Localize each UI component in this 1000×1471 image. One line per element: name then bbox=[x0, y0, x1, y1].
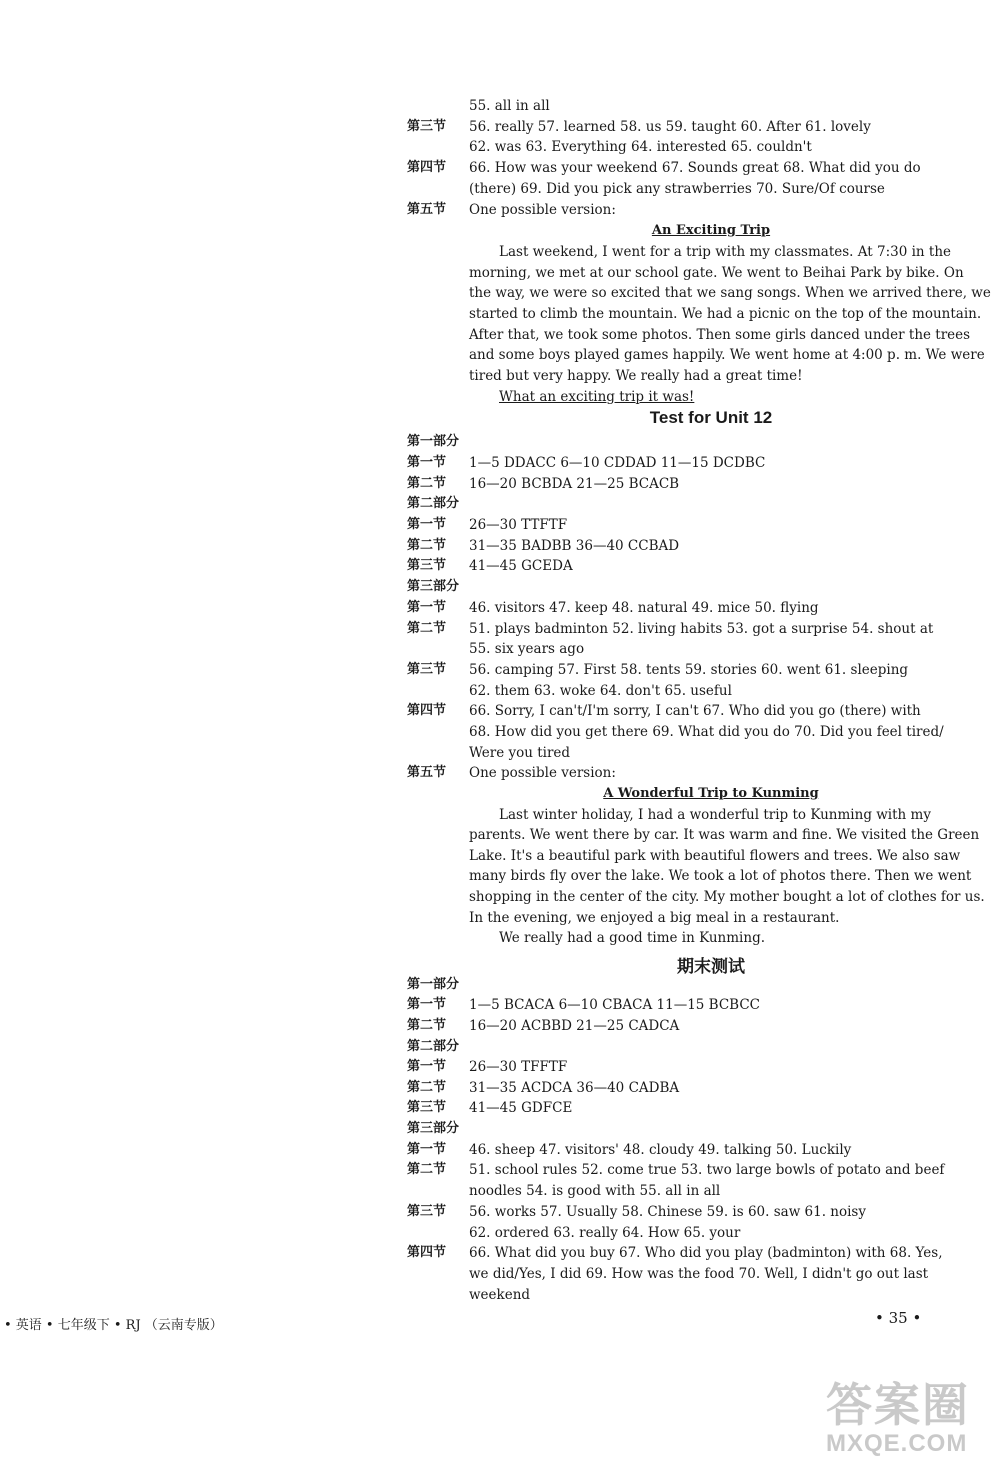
page-number: • 35 • bbox=[875, 1309, 922, 1327]
essay1-line-6: and some boys played games happily. We went home at 4:00 p. m. We were bbox=[469, 347, 985, 363]
unit12-row: 68. How did you get there 69. What did you do 70. Did you feel tired/ bbox=[469, 724, 944, 740]
unit12-row: 26—30 TTFTF bbox=[469, 517, 568, 533]
essay2-line-1: Last winter holiday, I had a wonderful trip to Kunming with my bbox=[499, 807, 931, 823]
part-label: 第一部分 bbox=[407, 434, 460, 449]
unit12-row: 62. them 63. woke 64. don't 65. useful bbox=[469, 683, 732, 699]
watermark-url: MXQE.COM bbox=[826, 1430, 968, 1457]
essay2-title: A Wonderful Trip to Kunming bbox=[603, 786, 819, 801]
final-row: weekend bbox=[469, 1287, 531, 1303]
final-row: 66. What did you buy 67. Who did you play (badminton) with 68. Yes, bbox=[469, 1245, 943, 1261]
essay1-line-1: Last weekend, I went for a trip with my classmates. At 7:30 in the bbox=[499, 244, 952, 260]
section-label: 第二节 bbox=[407, 1080, 447, 1095]
section-label: 第五节 bbox=[407, 765, 447, 780]
section-label: 第一节 bbox=[407, 600, 447, 615]
section-label: 第二节 bbox=[407, 1162, 447, 1177]
part-label: 第三部分 bbox=[407, 579, 460, 594]
essay1-line-8: What an exciting trip it was! bbox=[499, 389, 695, 405]
footer-subject: • 英语 • 七年级下 • RJ （云南专版） bbox=[4, 1318, 223, 1333]
section-label: 第一节 bbox=[407, 517, 447, 532]
section-label: 第三节 bbox=[407, 1100, 447, 1115]
unit12-row: 16—20 BCBDA 21—25 BCACB bbox=[469, 476, 680, 492]
essay1-line-2: morning, we met at our school gate. We went to Beihai Park by bike. On bbox=[469, 265, 964, 281]
section-label: 第一节 bbox=[407, 997, 447, 1012]
unit12-title: Test for Unit 12 bbox=[649, 408, 773, 427]
unit12-row: 41—45 GCEDA bbox=[469, 558, 573, 574]
part-label: 第一部分 bbox=[407, 977, 460, 992]
section-label: 第二节 bbox=[407, 538, 447, 553]
section-label: 第二节 bbox=[407, 621, 447, 636]
unit12-row: 46. visitors 47. keep 48. natural 49. mice 50. flying bbox=[469, 600, 819, 616]
final-row: 31—35 ACDCA 36—40 CADBA bbox=[469, 1080, 680, 1096]
section-label: 第四节 bbox=[407, 160, 447, 175]
unit12-row: 66. Sorry, I can't/I'm sorry, I can't 67. Who did you go (there) with bbox=[469, 703, 921, 719]
unit11-cont-5: (there) 69. Did you pick any strawberries 70. Sure/Of course bbox=[469, 181, 885, 197]
final-row: 46. sheep 47. visitors' 48. cloudy 49. talking 50. Luckily bbox=[469, 1142, 852, 1158]
unit11-cont-3: 62. was 63. Everything 64. interested 65. couldn't bbox=[469, 139, 812, 155]
unit11-cont-1: 55. all in all bbox=[469, 98, 550, 114]
section-label: 第一节 bbox=[407, 455, 447, 470]
final-row: 41—45 GDFCE bbox=[469, 1100, 573, 1116]
section-label: 第一节 bbox=[407, 1142, 447, 1157]
essay2-line-6: In the evening, we enjoyed a big meal in a restaurant. bbox=[469, 910, 840, 926]
unit11-cont-4: 66. How was your weekend 67. Sounds great 68. What did you do bbox=[469, 160, 921, 176]
section-label: 第三节 bbox=[407, 119, 447, 134]
section-label: 第四节 bbox=[407, 703, 447, 718]
essay1-title: An Exciting Trip bbox=[651, 223, 771, 238]
unit12-row: Were you tired bbox=[469, 745, 571, 761]
part-label: 第二部分 bbox=[407, 1039, 460, 1054]
unit12-row: 51. plays badminton 52. living habits 53. got a surprise 54. shout at bbox=[469, 621, 934, 637]
final-row: 51. school rules 52. come true 53. two large bowls of potato and beef bbox=[469, 1162, 945, 1178]
section-label: 第二节 bbox=[407, 1018, 447, 1033]
essay2-line-7: We really had a good time in Kunming. bbox=[499, 930, 765, 946]
section-label: 第三节 bbox=[407, 558, 447, 573]
watermark-logo: 答案圈 bbox=[826, 1379, 970, 1431]
final-row: 26—30 TFFTF bbox=[469, 1059, 568, 1075]
essay1-line-4: started to climb the mountain. We had a picnic on the top of the mountain. bbox=[469, 306, 982, 322]
final-row: 56. works 57. Usually 58. Chinese 59. is 60. saw 61. noisy bbox=[469, 1204, 866, 1220]
unit12-row: One possible version: bbox=[469, 765, 616, 781]
essay2-line-5: shopping in the center of the city. My mother bought a lot of clothes for us. bbox=[469, 889, 985, 905]
essay2-line-4: many birds fly over the lake. We took a lot of photos there. Then we went bbox=[469, 868, 972, 884]
section-label: 第三节 bbox=[407, 1204, 447, 1219]
essay1-line-5: After that, we took some photos. Then some girls danced under the trees bbox=[469, 327, 971, 343]
essay2-line-3: Lake. It's a beautiful park with beautiful flowers and trees. We also saw bbox=[469, 848, 961, 864]
unit12-row: 55. six years ago bbox=[469, 641, 585, 657]
essay1-line-3: the way, we were so excited that we sang songs. When we arrived there, we bbox=[469, 285, 991, 301]
section-label: 第四节 bbox=[407, 1245, 447, 1260]
unit12-row: 1—5 DDACC 6—10 CDDAD 11—15 DCDBC bbox=[469, 455, 766, 471]
section-label: 第一节 bbox=[407, 1059, 447, 1074]
final-row: we did/Yes, I did 69. How was the food 70. Well, I didn't go out last bbox=[469, 1266, 929, 1282]
essay1-line-7: tired but very happy. We really had a great time! bbox=[469, 368, 803, 384]
unit11-cont-6: One possible version: bbox=[469, 202, 616, 218]
final-row: 62. ordered 63. really 64. How 65. your bbox=[469, 1225, 741, 1241]
unit12-row: 56. camping 57. First 58. tents 59. stories 60. went 61. sleeping bbox=[469, 662, 909, 678]
section-label: 第三节 bbox=[407, 662, 447, 677]
final-row: 16—20 ACBBD 21—25 CADCA bbox=[469, 1018, 680, 1034]
final-title: 期末测试 bbox=[677, 957, 745, 976]
watermark bbox=[826, 1380, 986, 1458]
essay2-line-2: parents. We went there by car. It was warm and fine. We visited the Green bbox=[469, 827, 980, 843]
section-label: 第五节 bbox=[407, 202, 447, 217]
unit12-row: 31—35 BADBB 36—40 CCBAD bbox=[469, 538, 680, 554]
section-label: 第二节 bbox=[407, 476, 447, 491]
part-label: 第三部分 bbox=[407, 1121, 460, 1136]
final-row: noodles 54. is good with 55. all in all bbox=[469, 1183, 721, 1199]
part-label: 第二部分 bbox=[407, 496, 460, 511]
unit11-cont-2: 56. really 57. learned 58. us 59. taught 60. After 61. lovely bbox=[469, 119, 871, 135]
final-row: 1—5 BCACA 6—10 CBACA 11—15 BCBCC bbox=[469, 997, 760, 1013]
